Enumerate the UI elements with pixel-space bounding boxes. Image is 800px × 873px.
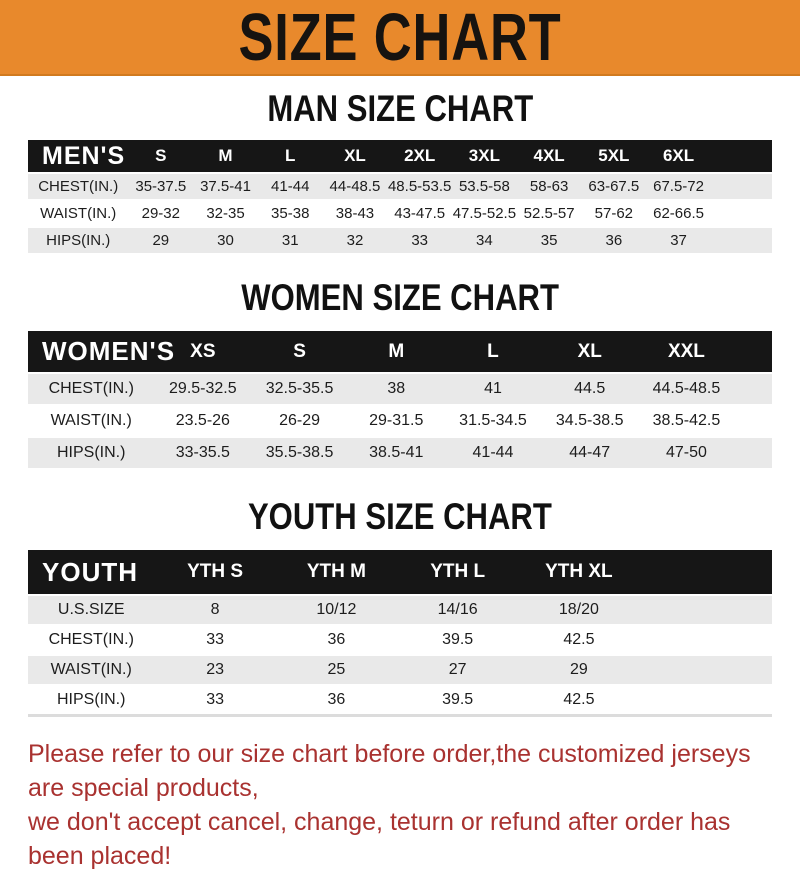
measurement-cell: 34 (452, 227, 517, 254)
row-label: U.S.SIZE (28, 595, 154, 625)
measurement-cell: 35-37.5 (128, 173, 193, 200)
women-heading-text: WOMEN SIZE CHART (241, 277, 559, 318)
size-column-header: M (348, 331, 445, 373)
row-label: CHEST(IN.) (28, 625, 154, 655)
women-hips-row (28, 437, 772, 469)
women-corner-label: WOMEN'S (28, 331, 154, 373)
size-column-header: M (193, 140, 258, 173)
measurement-cell: 36 (276, 625, 397, 655)
spacer-cell (711, 173, 772, 200)
spacer-cell (735, 405, 772, 437)
youth-corner-label: YOUTH (28, 550, 154, 595)
measurement-cell: 25 (276, 655, 397, 685)
size-column-header: YTH XL (518, 550, 639, 595)
measurement-cell: 47-50 (638, 437, 735, 469)
men-chest-row (28, 173, 772, 200)
spacer-cell (640, 685, 772, 715)
row-label: WAIST(IN.) (28, 655, 154, 685)
measurement-cell: 29-31.5 (348, 405, 445, 437)
size-column-header: 5XL (581, 140, 646, 173)
women-chest-row (28, 373, 772, 405)
size-chart-banner (0, 0, 800, 76)
men-corner-label: MEN'S (28, 140, 128, 173)
size-column-header: YTH S (154, 550, 275, 595)
measurement-cell: 38 (348, 373, 445, 405)
size-column-header: XXL (638, 331, 735, 373)
row-label: CHEST(IN.) (28, 173, 128, 200)
youth-ussize-row (28, 595, 772, 625)
men-waist-row (28, 200, 772, 227)
youth-waist-row (28, 655, 772, 685)
spacer-cell (640, 595, 772, 625)
size-column-header: 3XL (452, 140, 517, 173)
disclaimer-note (28, 737, 772, 873)
size-column-header: YTH L (397, 550, 518, 595)
youth-section-heading (0, 496, 800, 538)
measurement-cell: 32.5-35.5 (251, 373, 348, 405)
measurement-cell: 38.5-41 (348, 437, 445, 469)
banner-title: SIZE CHART (238, 0, 562, 75)
spacer-cell (640, 655, 772, 685)
measurement-cell: 35 (517, 227, 582, 254)
measurement-cell: 33 (387, 227, 452, 254)
measurement-cell: 38.5-42.5 (638, 405, 735, 437)
spacer-cell (640, 625, 772, 655)
measurement-cell: 8 (154, 595, 275, 625)
measurement-cell: 42.5 (518, 625, 639, 655)
measurement-cell: 27 (397, 655, 518, 685)
measurement-cell: 18/20 (518, 595, 639, 625)
men-hips-row (28, 227, 772, 254)
spacer-cell (711, 227, 772, 254)
women-waist-row (28, 405, 772, 437)
size-column-header: L (445, 331, 542, 373)
measurement-cell: 29 (518, 655, 639, 685)
measurement-cell: 29.5-32.5 (154, 373, 251, 405)
measurement-cell: 58-63 (517, 173, 582, 200)
measurement-cell: 33 (154, 625, 275, 655)
measurement-cell: 30 (193, 227, 258, 254)
measurement-cell: 41-44 (445, 437, 542, 469)
measurement-cell: 31.5-34.5 (445, 405, 542, 437)
measurement-cell: 36 (581, 227, 646, 254)
measurement-cell: 44.5-48.5 (638, 373, 735, 405)
spacer-cell (735, 331, 772, 373)
measurement-cell: 35.5-38.5 (251, 437, 348, 469)
measurement-cell: 67.5-72 (646, 173, 711, 200)
youth-size-table (28, 550, 772, 717)
measurement-cell: 10/12 (276, 595, 397, 625)
size-column-header: S (251, 331, 348, 373)
measurement-cell: 39.5 (397, 625, 518, 655)
measurement-cell: 26-29 (251, 405, 348, 437)
measurement-cell: 32-35 (193, 200, 258, 227)
measurement-cell: 42.5 (518, 685, 639, 715)
spacer-cell (711, 140, 772, 173)
measurement-cell: 33 (154, 685, 275, 715)
measurement-cell: 38-43 (323, 200, 388, 227)
size-column-header: 2XL (387, 140, 452, 173)
youth-header-row (28, 550, 772, 595)
men-size-table (28, 140, 772, 255)
women-size-table (28, 331, 772, 470)
measurement-cell: 41-44 (258, 173, 323, 200)
spacer-cell (640, 550, 772, 595)
measurement-cell: 29 (128, 227, 193, 254)
measurement-cell: 44-47 (541, 437, 638, 469)
measurement-cell: 14/16 (397, 595, 518, 625)
measurement-cell: 39.5 (397, 685, 518, 715)
row-label: HIPS(IN.) (28, 227, 128, 254)
size-column-header: 4XL (517, 140, 582, 173)
youth-hips-row (28, 685, 772, 715)
size-column-header: YTH M (276, 550, 397, 595)
measurement-cell: 41 (445, 373, 542, 405)
spacer-cell (735, 437, 772, 469)
measurement-cell: 43-47.5 (387, 200, 452, 227)
women-section-heading (0, 277, 800, 319)
men-heading-text: MAN SIZE CHART (267, 88, 533, 129)
measurement-cell: 47.5-52.5 (452, 200, 517, 227)
women-header-row (28, 331, 772, 373)
measurement-cell: 32 (323, 227, 388, 254)
youth-heading-text: YOUTH SIZE CHART (248, 496, 552, 537)
disclaimer-line-1: Please refer to our size chart before order,the customized jerseys are special products, (28, 739, 751, 802)
measurement-cell: 44-48.5 (323, 173, 388, 200)
men-section-heading (0, 88, 800, 130)
measurement-cell: 57-62 (581, 200, 646, 227)
measurement-cell: 35-38 (258, 200, 323, 227)
measurement-cell: 31 (258, 227, 323, 254)
measurement-cell: 62-66.5 (646, 200, 711, 227)
measurement-cell: 37.5-41 (193, 173, 258, 200)
measurement-cell: 36 (276, 685, 397, 715)
size-column-header: S (128, 140, 193, 173)
spacer-cell (711, 200, 772, 227)
disclaimer-line-2: we don't accept cancel, change, teturn or refund after order has been placed! (28, 807, 731, 870)
measurement-cell: 63-67.5 (581, 173, 646, 200)
row-label: HIPS(IN.) (28, 685, 154, 715)
measurement-cell: 23 (154, 655, 275, 685)
measurement-cell: 53.5-58 (452, 173, 517, 200)
size-column-header: XL (541, 331, 638, 373)
measurement-cell: 29-32 (128, 200, 193, 227)
row-label: CHEST(IN.) (28, 373, 154, 405)
youth-chest-row (28, 625, 772, 655)
size-column-header: 6XL (646, 140, 711, 173)
row-label: WAIST(IN.) (28, 405, 154, 437)
measurement-cell: 48.5-53.5 (387, 173, 452, 200)
measurement-cell: 33-35.5 (154, 437, 251, 469)
measurement-cell: 23.5-26 (154, 405, 251, 437)
row-label: HIPS(IN.) (28, 437, 154, 469)
measurement-cell: 44.5 (541, 373, 638, 405)
men-header-row (28, 140, 772, 173)
measurement-cell: 52.5-57 (517, 200, 582, 227)
size-column-header: L (258, 140, 323, 173)
spacer-cell (735, 373, 772, 405)
size-column-header: XL (323, 140, 388, 173)
size-column-header: XS (154, 331, 251, 373)
measurement-cell: 34.5-38.5 (541, 405, 638, 437)
row-label: WAIST(IN.) (28, 200, 128, 227)
measurement-cell: 37 (646, 227, 711, 254)
